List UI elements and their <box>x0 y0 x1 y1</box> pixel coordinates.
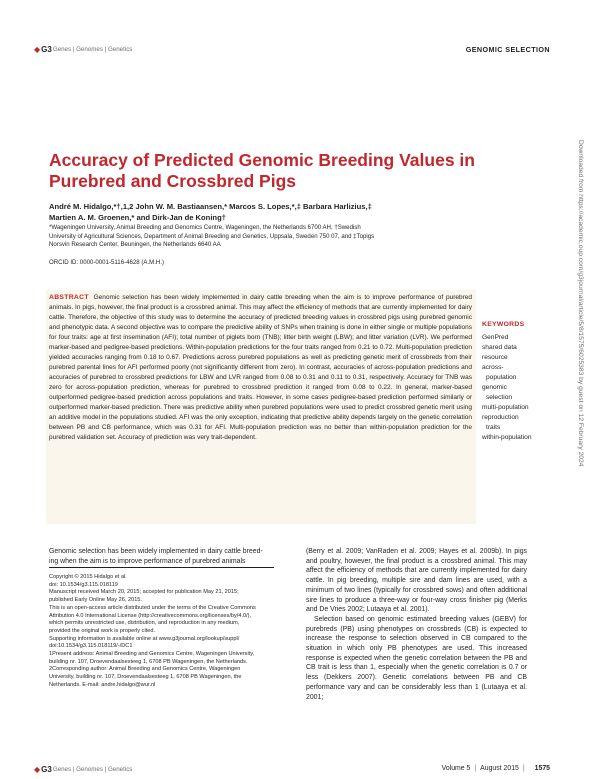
footer-issue-info <box>442 765 550 772</box>
published-note: published Early Online May 26, 2015. <box>49 597 142 604</box>
logo-brand: G3 <box>41 45 52 54</box>
license-line: This is an open-access article distributed under the terms of the Creative Commons <box>49 604 256 611</box>
corresponding-author-note: University, building nr. 107, Droevendaalsesteeg 1, 6708 PB Wageningen, the <box>49 674 242 681</box>
abstract <box>49 293 472 443</box>
keyword-item: within-population <box>482 434 532 441</box>
license-line: which permits unrestricted use, distribution, and reproduction in any medium, <box>49 620 240 627</box>
orcid-id: ORCID ID: 0000-0001-5116-4628 (A.M.H.) <box>49 259 165 266</box>
affiliations <box>49 224 489 250</box>
supporting-info-link[interactable]: doi:10.1534/g3.115.018119/-/DC1 <box>49 643 133 650</box>
affiliation-line-1: *Wageningen University, Animal Breeding and Genomics Centre, Wageningen, the Netherlands 6700 AH, †Swedish <box>49 224 361 231</box>
keyword-item: population <box>486 374 517 381</box>
body-right-column <box>306 547 527 702</box>
page-number: 1575 <box>534 765 550 772</box>
body-intro <box>49 547 274 566</box>
license-line: provided the original work is properly cited. <box>49 627 156 634</box>
footer-date: August 2015 <box>480 765 519 772</box>
g3-logo-icon: ◆ <box>34 765 41 774</box>
authors-line-1: André M. Hidalgo,*†,1,2 John W. M. Bastiaansen,* Marcos S. Lopes,*,‡ Barbara Harlizius,‡ <box>49 202 372 211</box>
affiliation-line-3: Norsvin Research Center, Beuningen, the Netherlands 6640 AA <box>49 241 221 249</box>
g3-logo-icon: ◆ <box>34 45 41 54</box>
abstract-text: Genomic selection has been widely implemented in dairy cattle breeding when the aim is to improve performance of purebred animals. In pigs, however, the final product is a crossbred animal. This may affect the efficiency of methods that are currently implemented for dairy cattle. Therefore, the objective of this study was to determine the accuracy of predicted breeding values in crossbred pigs using purebred genomic and phenotypic data. A second objective was to compare the predictive ability of SNPs when training is done in either single or multiple populations for four traits: age at first insemination (AFI); total number of piglets born (TNB); litter birth weight (LBW); and litter variation (LVR). We performed marker-based and pedigree-based predictions. Within-population predictions for the four traits ranged from 0.21 to 0.72. Multi-population prediction yielded accuracies ranging from 0.18 to 0.67. Predictions across purebred populations as well as predicting genetic merit of crossbreds from their purebred parental lines for AFI performed poorly (not significantly different from zero). In contrast, accuracies of across-population predictions and accuracies of purebred to crossbred predictions for LBW and LVR ranged from 0.08 to 0.31 and 0.11 to 0.31, respectively. Accuracy for TNB was zero for across-population prediction, whereas for purebred to crossbred prediction it ranged from 0.08 to 0.22. In general, marker-based outperformed pedigree-based prediction across populations and traits. However, in some cases pedigree-based prediction performed similarly or outperformed marker-based prediction. There was predictive ability when purebred populations were used to predict crossbred genetic merit using an additive model in the populations studied. AFI was the only exception, indicating that predictive ability depends largely on the genetic correlation between PB and CB performance, which was 0.31 for AFI. Multi-population prediction was no better than within-population prediction for the purebred validation set. Accuracy of prediction was very trait-dependent. <box>49 294 472 441</box>
keyword-item: genomic <box>482 384 507 391</box>
affiliation-line-2: University of Agricultural Sciences, Department of Animal Breeding and Genetics, Uppsala, Sweden 750 07, and ‡Topigs <box>49 232 375 240</box>
authors-line-2: Martien A. M. Groenen,* and Dirk-Jan de Koning† <box>49 213 226 222</box>
footer-logo-tagline: Genes | Genomes | Genetics <box>52 766 133 773</box>
keyword-item: multi-population <box>482 404 529 411</box>
author-list <box>49 201 499 223</box>
keywords-list <box>482 333 562 443</box>
keyword-item: GenPred <box>482 334 509 341</box>
copyright-note: Copyright © 2015 Hidalgo et al. <box>49 574 127 580</box>
footer-separator: | <box>474 765 477 772</box>
intro-line-2: ing when the aim is to improve performance of purebred animals <box>49 557 246 565</box>
received-note: Manuscript received March 20, 2015; accepted for publication May 21, 2015; <box>49 589 239 596</box>
section-label: GENOMIC SELECTION <box>465 45 550 54</box>
logo-tagline: Genes | Genomes | Genetics <box>52 46 133 53</box>
keyword-item: resource <box>482 354 508 361</box>
present-address-note: 1Present address: Animal Breeding and Genomics Centre, Wageningen University, <box>49 651 255 658</box>
abstract-heading: ABSTRACT <box>49 294 89 301</box>
doi-note: doi: 10.1534/g3.115.018119 <box>49 581 118 588</box>
keyword-item: reproduction <box>482 414 519 421</box>
body-paragraph: Selection based on genomic estimated breeding values (GEBV) for purebreds (PB) using phenotypes on crossbreds (CB) is expected to increase the response to selection observed in CB compared to the situation in which only PB phenotypes are used. This increased response is expected when the genetic correlation between the PB and CB trait is less than 1, especially when the genetic correlation is 0.7 or less (Dekkers 2007). Genetic correlations between PB and CB performance vary and can be considerably less than 1 (Lutaaya et al. 2001; <box>306 615 527 701</box>
corresponding-author-note: 2Corresponding author: Animal Breeding and Genomics Centre, Wageningen <box>49 666 241 673</box>
footer-journal-logo <box>34 765 132 774</box>
keywords-heading: KEYWORDS <box>482 321 525 328</box>
keyword-item: selection <box>486 394 513 401</box>
article-notes <box>49 574 274 690</box>
footer-volume: Volume 5 <box>441 765 471 772</box>
footnote-divider <box>49 567 274 568</box>
journal-logo <box>34 45 132 54</box>
article-title: Accuracy of Predicted Genomic Breeding Values in Purebred and Crossbred Pigs <box>49 150 475 191</box>
supporting-info-note[interactable]: Supporting information is available online at www.g3journal.org/lookup/suppl/ <box>49 635 240 642</box>
footer-logo-brand: G3 <box>41 765 52 774</box>
present-address-note: building nr. 107, Droevendaalsesteeg 1, 6708 PB Wageningen, the Netherlands. <box>49 658 248 665</box>
intro-line-1: Genomic selection has been widely implemented in dairy cattle breed- <box>49 548 263 555</box>
footer-separator: | <box>522 765 525 772</box>
body-paragraph: (Berry et al. 2009; VanRaden et al. 2009; Hayes et al. 2009b). In pigs and poultry, however, the final product is a crossbred animal. This may affect the efficiency of methods that are currently implemented for dairy cattle. In pig breeding, multiple sire and dam lines are used, with a minimum of two lines (typically for crossbred sows) and often additional sire lines to produce a three-way or four-way cross finisher pig (Merks and De Vries 2002; Lutaaya et al. 2001). <box>306 548 527 614</box>
license-line[interactable]: Attribution 4.0 International License (http://creativecommons.org/licenses/by/4.0/), <box>49 612 252 619</box>
keyword-item: across- <box>482 364 504 371</box>
corresponding-author-email[interactable]: Netherlands. E-mail: andre.hidalgo@wur.nl <box>49 681 156 688</box>
keyword-item: shared data <box>482 344 517 351</box>
keyword-item: traits <box>486 424 501 431</box>
download-note <box>572 140 584 740</box>
download-note-text: Downloaded from https://academic.oup.com/g3journal/article/5/8/1575/6025383 by guest on 12 February 2024 <box>577 140 584 467</box>
